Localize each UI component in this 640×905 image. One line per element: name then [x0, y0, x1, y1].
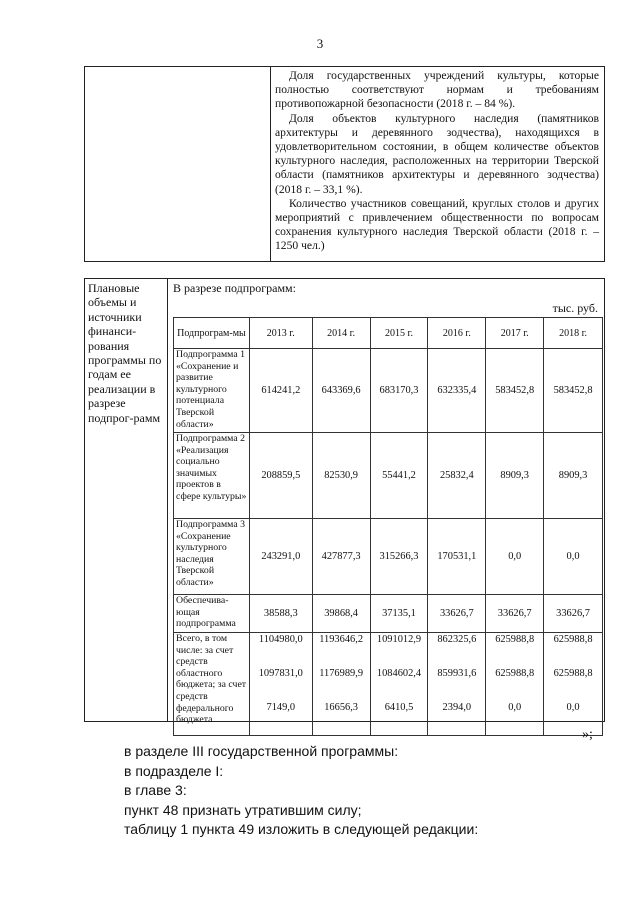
indicators-label-cell	[85, 67, 271, 261]
cell-value: 1091012,9	[376, 634, 422, 645]
cell-values	[486, 633, 544, 736]
cell-value: 625988,8	[553, 668, 593, 679]
cell-values	[544, 633, 603, 736]
cell-value: 243291,0	[249, 519, 312, 595]
subprogram-table	[173, 317, 603, 736]
cell-value: 170531,1	[428, 519, 486, 595]
cell-value: 1084602,4	[376, 668, 422, 679]
cell-value: 39868,4	[312, 595, 370, 633]
cell-value: 625988,8	[495, 668, 535, 679]
indicator-text: Количество участников совещаний, круглых столов и других мероприятий с привлечением общественности по вопросам сохранения культурного наследия Тверской области (2018 г. – 1250 чел.)	[275, 196, 599, 253]
closing-quote: »;	[582, 727, 593, 742]
indicator-text: Доля государственных учреждений культуры, которые полностью соответствуют нормам и требованиям противопожарной безопасности (2018 г. – 84 %).	[275, 69, 599, 111]
funding-label: Плановые объемы и источники финанси-рования программы по годам ее реализации в разрезе подпрог-рамм	[88, 281, 162, 425]
cell-value: 0,0	[508, 702, 522, 713]
cell-values	[370, 633, 428, 736]
funding-subtitle: В разрезе подпрограмм:	[173, 281, 296, 295]
cell-value: 1176989,9	[319, 668, 364, 679]
table-header-row	[174, 318, 603, 349]
cell-value: 315266,3	[370, 519, 428, 595]
row-name: Подпрограмма 2 «Реализация социально значимых проектов в сфере культуры»	[174, 433, 250, 519]
row-name: Всего, в том числе: за счет средств областного бюджета; за счет средств федерального бюджета	[174, 633, 250, 736]
cell-value: 0,0	[544, 519, 603, 595]
page-number: 3	[316, 36, 324, 51]
cell-value: 16656,3	[324, 702, 359, 713]
cell-value: 625988,8	[553, 634, 593, 645]
row-name: Подпрограмма 1 «Сохранение и развитие культурного потенциала Тверской области»	[174, 349, 250, 433]
cell-value: 632335,4	[428, 349, 486, 433]
cell-value: 33626,7	[544, 595, 603, 633]
row-name: Подпрограмма 3 «Сохранение культурного наследия Тверской области»	[174, 519, 250, 595]
col-header: 2014 г.	[312, 318, 370, 349]
cell-value: 1104980,0	[258, 634, 303, 645]
table-row	[174, 595, 603, 633]
cell-value: 625988,8	[495, 634, 535, 645]
cell-value: 583452,8	[486, 349, 544, 433]
cell-values	[249, 633, 312, 736]
instruction-line: таблицу 1 пункта 49 изложить в следующей редакции:	[124, 821, 479, 837]
cell-value: 683170,3	[370, 349, 428, 433]
cell-value: 1193646,2	[319, 634, 364, 645]
col-header: Подпрограм-мы	[174, 318, 250, 349]
cell-value: 862325,6	[437, 634, 477, 645]
cell-value: 2394,0	[442, 702, 472, 713]
table-row-total	[174, 633, 603, 736]
cell-value: 7149,0	[266, 702, 296, 713]
table-row	[174, 433, 603, 519]
table-row	[174, 519, 603, 595]
instruction-line: в главе 3:	[124, 782, 187, 798]
col-header: 2016 г.	[428, 318, 486, 349]
cell-value: 614241,2	[249, 349, 312, 433]
cell-value: 859931,6	[437, 668, 477, 679]
instruction-line: в подразделе I:	[124, 762, 224, 779]
col-header: 2017 г.	[486, 318, 544, 349]
funding-table	[84, 278, 605, 726]
cell-value: 55441,2	[370, 433, 428, 519]
cell-value: 37135,1	[370, 595, 428, 633]
funding-unit: тыс. руб.	[552, 301, 598, 315]
indicator-text: Доля объектов культурного наследия (памятников архитектуры и деревянного зодчества), находящихся в удовлетворительном состоянии, в общем количестве объектов культурного наследия, расположенных на территории Тверской области (памятников архитектуры и деревянного зодчества) (2018 г. – 33,1 %).	[275, 111, 599, 196]
table-row	[174, 349, 603, 433]
cell-values	[428, 633, 486, 736]
cell-value: 38588,3	[249, 595, 312, 633]
row-name: Обеспечива-ющая подпрограмма	[174, 595, 250, 633]
cell-value: 8909,3	[544, 433, 603, 519]
cell-value: 0,0	[566, 702, 580, 713]
instruction-line: пункт 48 признать утратившим силу;	[124, 801, 362, 818]
cell-value: 583452,8	[544, 349, 603, 433]
cell-value: 33626,7	[428, 595, 486, 633]
cell-value: 643369,6	[312, 349, 370, 433]
funding-label-cell	[85, 279, 168, 721]
cell-value: 82530,9	[312, 433, 370, 519]
cell-value: 208859,5	[249, 433, 312, 519]
cell-value: 33626,7	[486, 595, 544, 633]
instruction-line: в разделе III государственной программы:	[124, 743, 399, 759]
cell-value: 25832,4	[428, 433, 486, 519]
col-header: 2015 г.	[370, 318, 428, 349]
instructions	[124, 742, 478, 840]
cell-value: 1097831,0	[258, 668, 303, 679]
cell-values	[312, 633, 370, 736]
col-header: 2018 г.	[544, 318, 603, 349]
cell-value: 0,0	[486, 519, 544, 595]
indicators-table	[84, 66, 605, 262]
cell-value: 8909,3	[486, 433, 544, 519]
cell-value: 6410,5	[384, 702, 414, 713]
cell-value: 427877,3	[312, 519, 370, 595]
indicators-cell	[275, 69, 599, 254]
col-header: 2013 г.	[249, 318, 312, 349]
